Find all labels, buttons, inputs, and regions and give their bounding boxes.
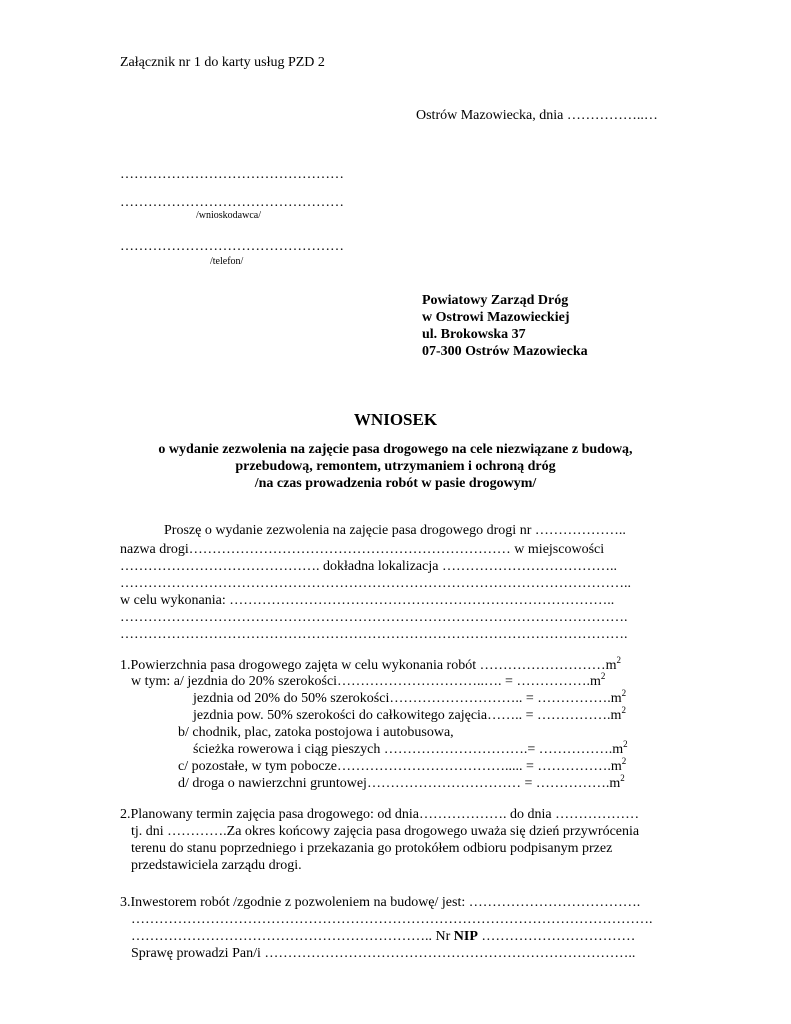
request-line-3: ……………………………………. dokładna lokalizacja ……………………………….. [120,559,617,574]
document-title: WNIOSEK [353,410,438,429]
section2-line-1: 2.Planowany termin zajęcia pasa drogowego: od dnia………………. do dnia ……………… [120,807,640,822]
place-date: Ostrów Mazowiecka, dnia ……………..… [416,108,658,123]
title-sub-2: przebudową, remontem, utrzymaniem i ochroną dróg [235,459,556,474]
section1-line-6: ścieżka rowerowa i ciąg pieszych ………………………….= $\dots\dots\dots\dots\dots.m^2$ [193,739,628,757]
section1-line-2: w tym: a/ jezdnia do 20% szerokości…………………………..…. = $\dots\dots\dots\dots\dots.m^2$ [131,671,606,689]
section1-line-4: jezdnia pow. 50% szerokości do całkowitego zajęcia…….. = $\dots\dots\dots\dots\dots.m^2$ [193,705,626,723]
applicant-dots-1: ………………………………………… [120,167,344,182]
addressee-line-4: 07-300 Ostrów Mazowiecka [422,344,588,359]
addressee-line-3: ul. Brokowska 37 [422,327,526,342]
addressee-line-2: w Ostrowi Mazowieckiej [422,310,570,325]
phone-label: /telefon/ [210,256,244,267]
section2-line-4: przedstawiciela zarządu drogi. [131,858,302,873]
request-line-4: ……………………………………………………………………………………………….. [120,576,631,591]
applicant-label: /wnioskodawca/ [196,210,261,221]
request-line-5: w celu wykonania: ……………………………………………………………………….. [120,593,615,608]
section1-line-5: b/ chodnik, plac, zatoka postojowa i autobusowa, [178,725,454,740]
section1-line-8: d/ droga o nawierzchni gruntowej…………………………… = $\dots\dots\dots\dots\dots.m^2$ [178,773,625,791]
section1-line-3: jezdnia od 20% do 50% szerokości……………………….. = $\dots\dots\dots\dots\dots.m^2$ [193,688,627,706]
title-sub-1: o wydanie zezwolenia na zajęcie pasa drogowego na cele niezwiązane z budową, [158,442,633,457]
title-sub-3: /na czas prowadzenia robót w pasie drogowym/ [254,476,537,491]
request-line-2: nazwa drogi…………………………………………………………… w miejscowości [120,542,605,557]
section3-line-4: Sprawę prowadzi Pan/i …………………………………………………………………….. [131,946,636,961]
section2-line-2: tj. dni ………….Za okres końcowy zajęcia pasa drogowego uważa się dzień przywrócenia [131,824,640,839]
request-line-7: ………………………………………………………………………………………………. [120,627,628,642]
applicant-dots-2: ………………………………………… [120,195,344,210]
phone-dots: ………………………………………… [120,239,344,254]
request-line-6: ………………………………………………………………………………………………. [120,610,628,625]
addressee-line-1: Powiatowy Zarząd Dróg [422,293,569,308]
section3-line-3: ……………………………………………………….. Nr NIP …………………………… [131,929,636,944]
section1-line-7: c/ pozostałe, w tym pobocze………………………………..... = $\dots\dots\dots\dots\dots.m^2$ [178,756,627,774]
section1-line-1: 1.Powierzchnia pasa drogowego zajęta w celu wykonania robót $\dots\dots\dots\dots\dots\dots\dots\dots\dots m^2$ [120,655,621,673]
section3-line-1: 3.Inwestorem robót /zgodnie z pozwoleniem na budowę/ jest: ………………………………. [120,895,641,910]
attachment-label: Załącznik nr 1 do karty usług PZD 2 [120,55,325,70]
request-line-1: Proszę o wydanie zezwolenia na zajęcie pasa drogowego drogi nr ……………….. [164,523,626,538]
section2-line-3: terenu do stanu poprzedniego i przekazania go protokółem odbioru podpisanym przez [131,841,613,856]
section3-line-2: …………………………………………………………………………………………………. [131,912,653,927]
